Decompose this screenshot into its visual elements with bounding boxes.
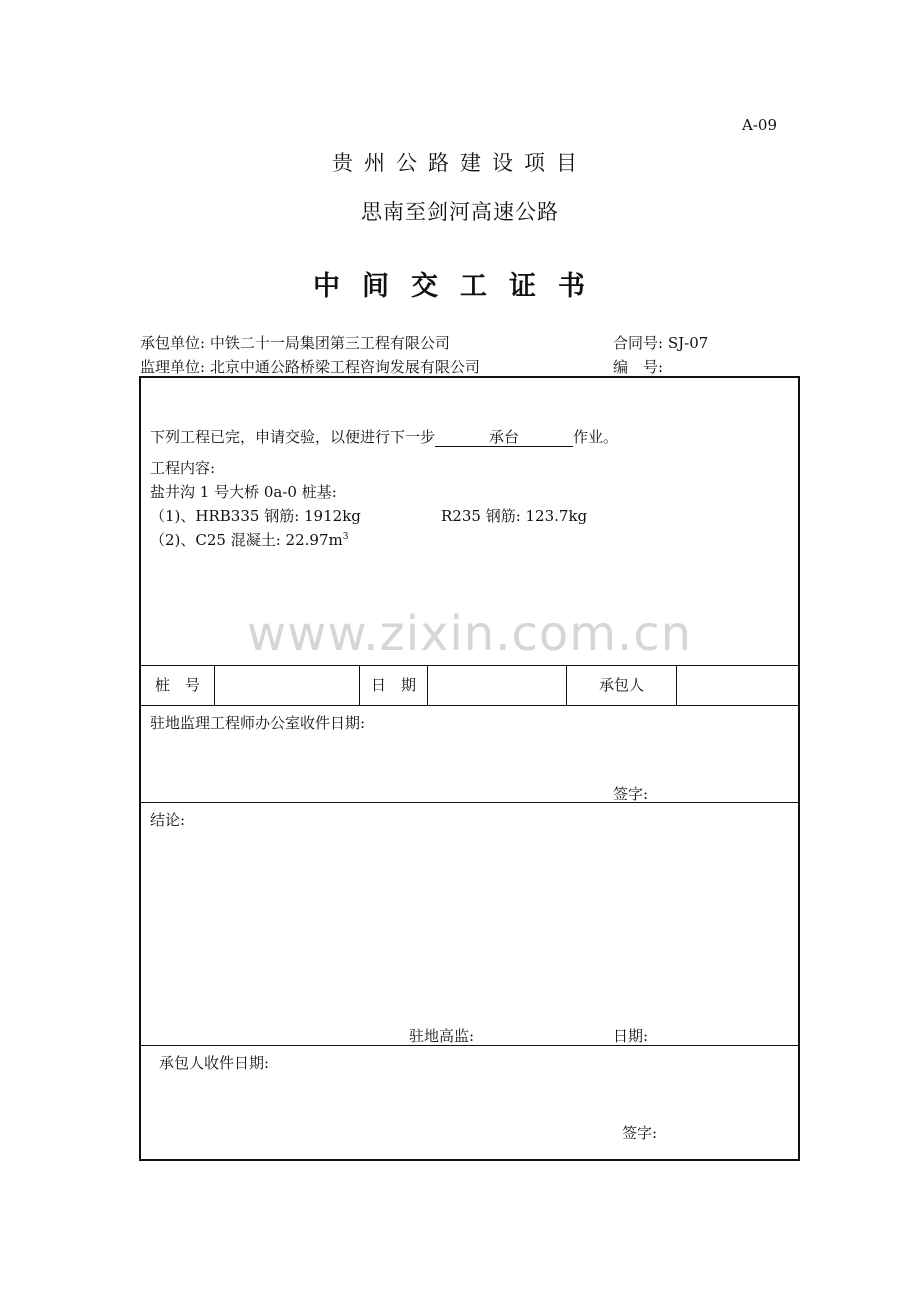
- divider: [141, 1045, 798, 1046]
- item-rebar-r235: R235 钢筋: 123.7kg: [441, 507, 588, 525]
- conclusion-label: 结论:: [150, 811, 186, 829]
- contract-no-value: SJ-07: [667, 334, 709, 352]
- office-received-label: 驻地监理工程师办公室收件日期:: [150, 714, 366, 732]
- project-title: 贵州公路建设项目: [332, 151, 588, 175]
- office-signature-label: 签字:: [613, 785, 649, 803]
- contractor-row: [140, 332, 450, 353]
- supervisor-label: 监理单位:: [140, 358, 206, 376]
- pile-no-field[interactable]: [215, 665, 359, 705]
- request-tail: 作业。: [573, 428, 619, 446]
- divider: [141, 802, 798, 803]
- contractor-cell-label: 承包人: [598, 676, 644, 694]
- content-label: 工程内容:: [150, 459, 216, 477]
- date-label: 日 期: [370, 676, 416, 694]
- contractor-received-label: 承包人收件日期:: [159, 1054, 270, 1072]
- contractor-label: 承包单位:: [140, 334, 206, 352]
- watermark: www.zixin.com.cn: [246, 606, 693, 662]
- next-step-field[interactable]: 承台: [435, 429, 573, 447]
- item-concrete: [150, 529, 348, 550]
- contract-no-row: [613, 332, 708, 353]
- certificate-table: [139, 376, 800, 1161]
- form-code: A-09: [742, 116, 777, 134]
- contractor-signature-label: 签字:: [622, 1124, 658, 1142]
- supervisor-value: 北京中通公路桥梁工程咨询发展有限公司: [209, 358, 480, 376]
- resident-supervisor-label: 驻地高监:: [409, 1027, 475, 1045]
- serial-no-label: 编 号:: [613, 358, 664, 376]
- document-title: 中间交工证书: [313, 271, 607, 302]
- contractor-field[interactable]: [677, 665, 798, 705]
- date-field[interactable]: [428, 665, 566, 705]
- item-concrete-text: （2)、C25 混凝土: 22.97m: [150, 531, 343, 549]
- contractor-value: 中铁二十一局集团第三工程有限公司: [209, 334, 450, 352]
- conclusion-date-label: 日期:: [613, 1027, 649, 1045]
- road-name: 思南至剑河高速公路: [361, 200, 559, 224]
- request-line: [150, 426, 618, 447]
- contract-no-label: 合同号:: [613, 334, 664, 352]
- cubic-superscript: 3: [342, 532, 349, 542]
- divider: [141, 705, 798, 706]
- item-rebar-hrb335: （1)、HRB335 钢筋: 1912kg: [150, 507, 361, 525]
- supervisor-row: [140, 356, 480, 377]
- structure-name: 盐井沟 1 号大桥 0a-0 桩基:: [150, 483, 337, 501]
- request-lead: 下列工程已完，申请交验，以便进行下一步: [150, 428, 436, 446]
- pile-no-label: 桩 号: [154, 676, 200, 694]
